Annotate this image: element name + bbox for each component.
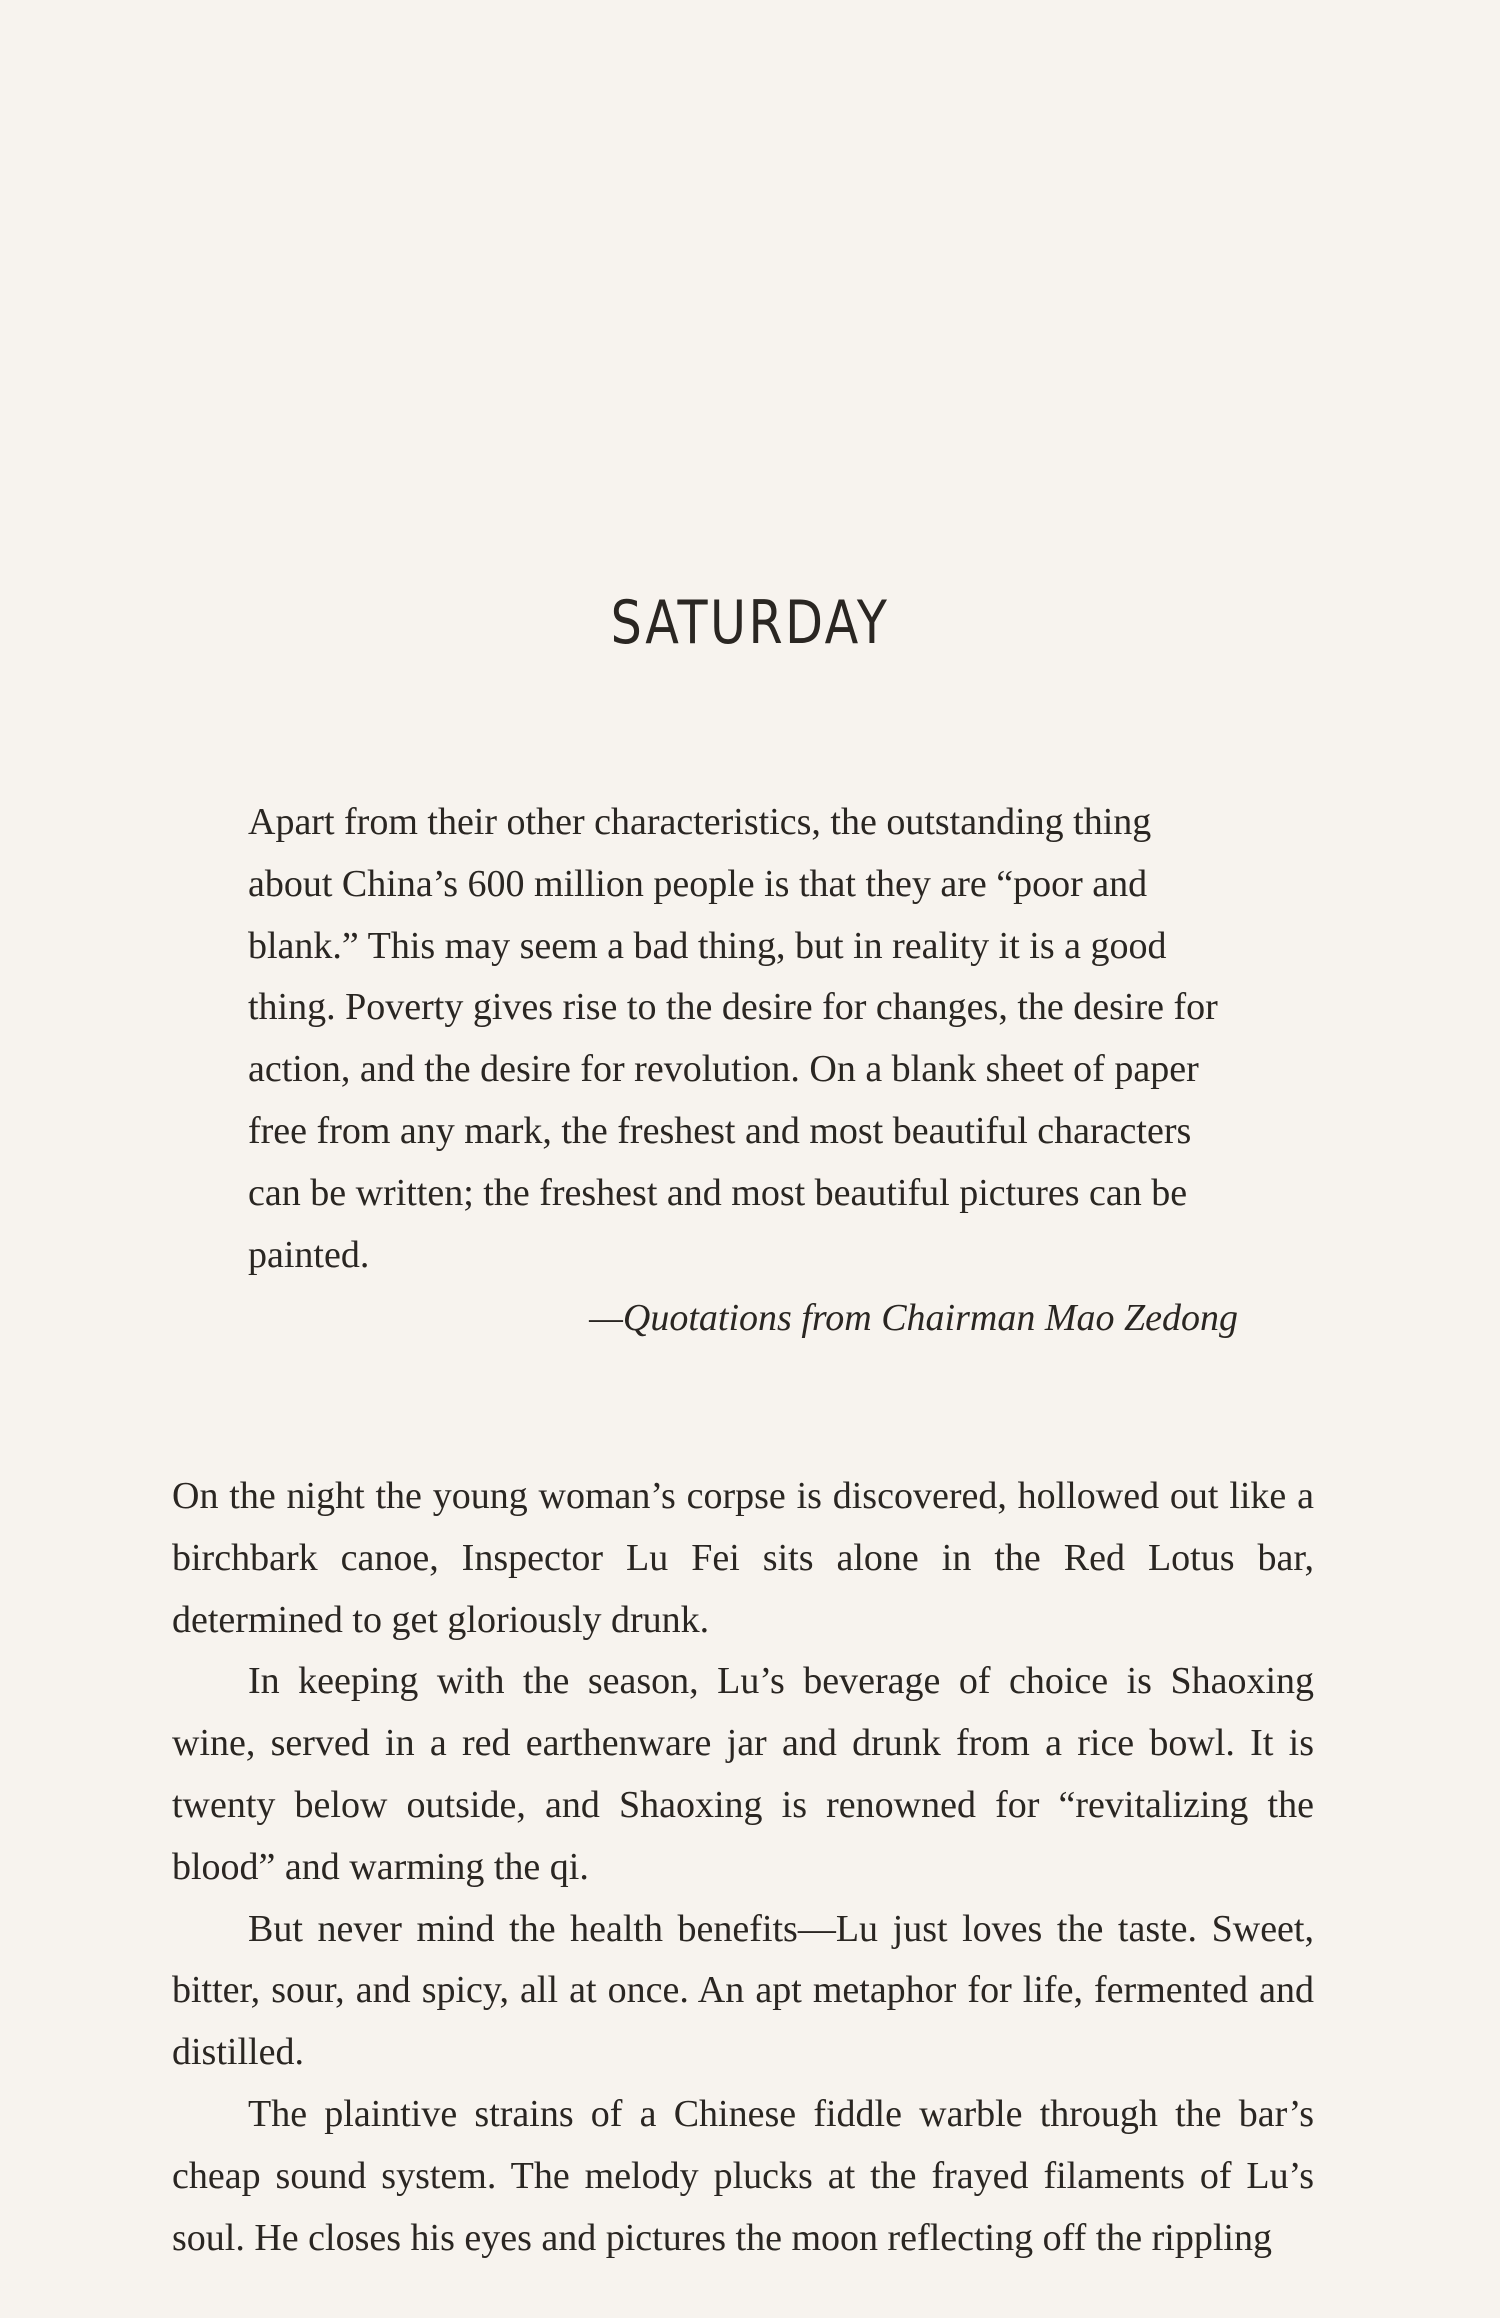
paragraph: The plaintive strains of a Chinese fiddle warble through the bar’s cheap sound system. The melody plucks at the frayed filaments of Lu’s soul. He closes his eyes and pictures the moon reflecting off the rippling [172, 2092, 1314, 2259]
paragraph: But never mind the health benefits—Lu just loves the taste. Sweet, bitter, sour, and spicy, all at once. An apt metaphor for life, fermented and distilled. [172, 1907, 1314, 2074]
epigraph [248, 792, 1238, 1350]
paragraph: In keeping with the season, Lu’s beverage of choice is Shaoxing wine, served in a red earthenware jar and drunk from a rice bowl. It is twenty below outside, and Shaoxing is renowned for “revitalizing the blood” and warming the qi. [172, 1660, 1314, 1888]
body-text [172, 1466, 1314, 2269]
chapter-title: SATURDAY [610, 588, 890, 658]
epigraph-text: Apart from their other characteristics, the outstanding thing about China’s 600 million people is that they are “poor and blank.” This may seem a bad thing, but in reality it is a good thing. Poverty gives rise to the desire for changes, the desire for action, and the desire for revolution. On a blank sheet of paper free from any mark, the freshest and most beautiful characters can be written; the freshest and most beautiful pictures can be painted. [248, 801, 1218, 1276]
epigraph-attribution: —Quotations from Chairman Mao Zedong [589, 1297, 1238, 1340]
paragraph: On the night the young woman’s corpse is discovered, hollowed out like a birchbark canoe, Inspector Lu Fei sits alone in the Red Lotus bar, determined to get gloriously drunk. [172, 1475, 1314, 1641]
